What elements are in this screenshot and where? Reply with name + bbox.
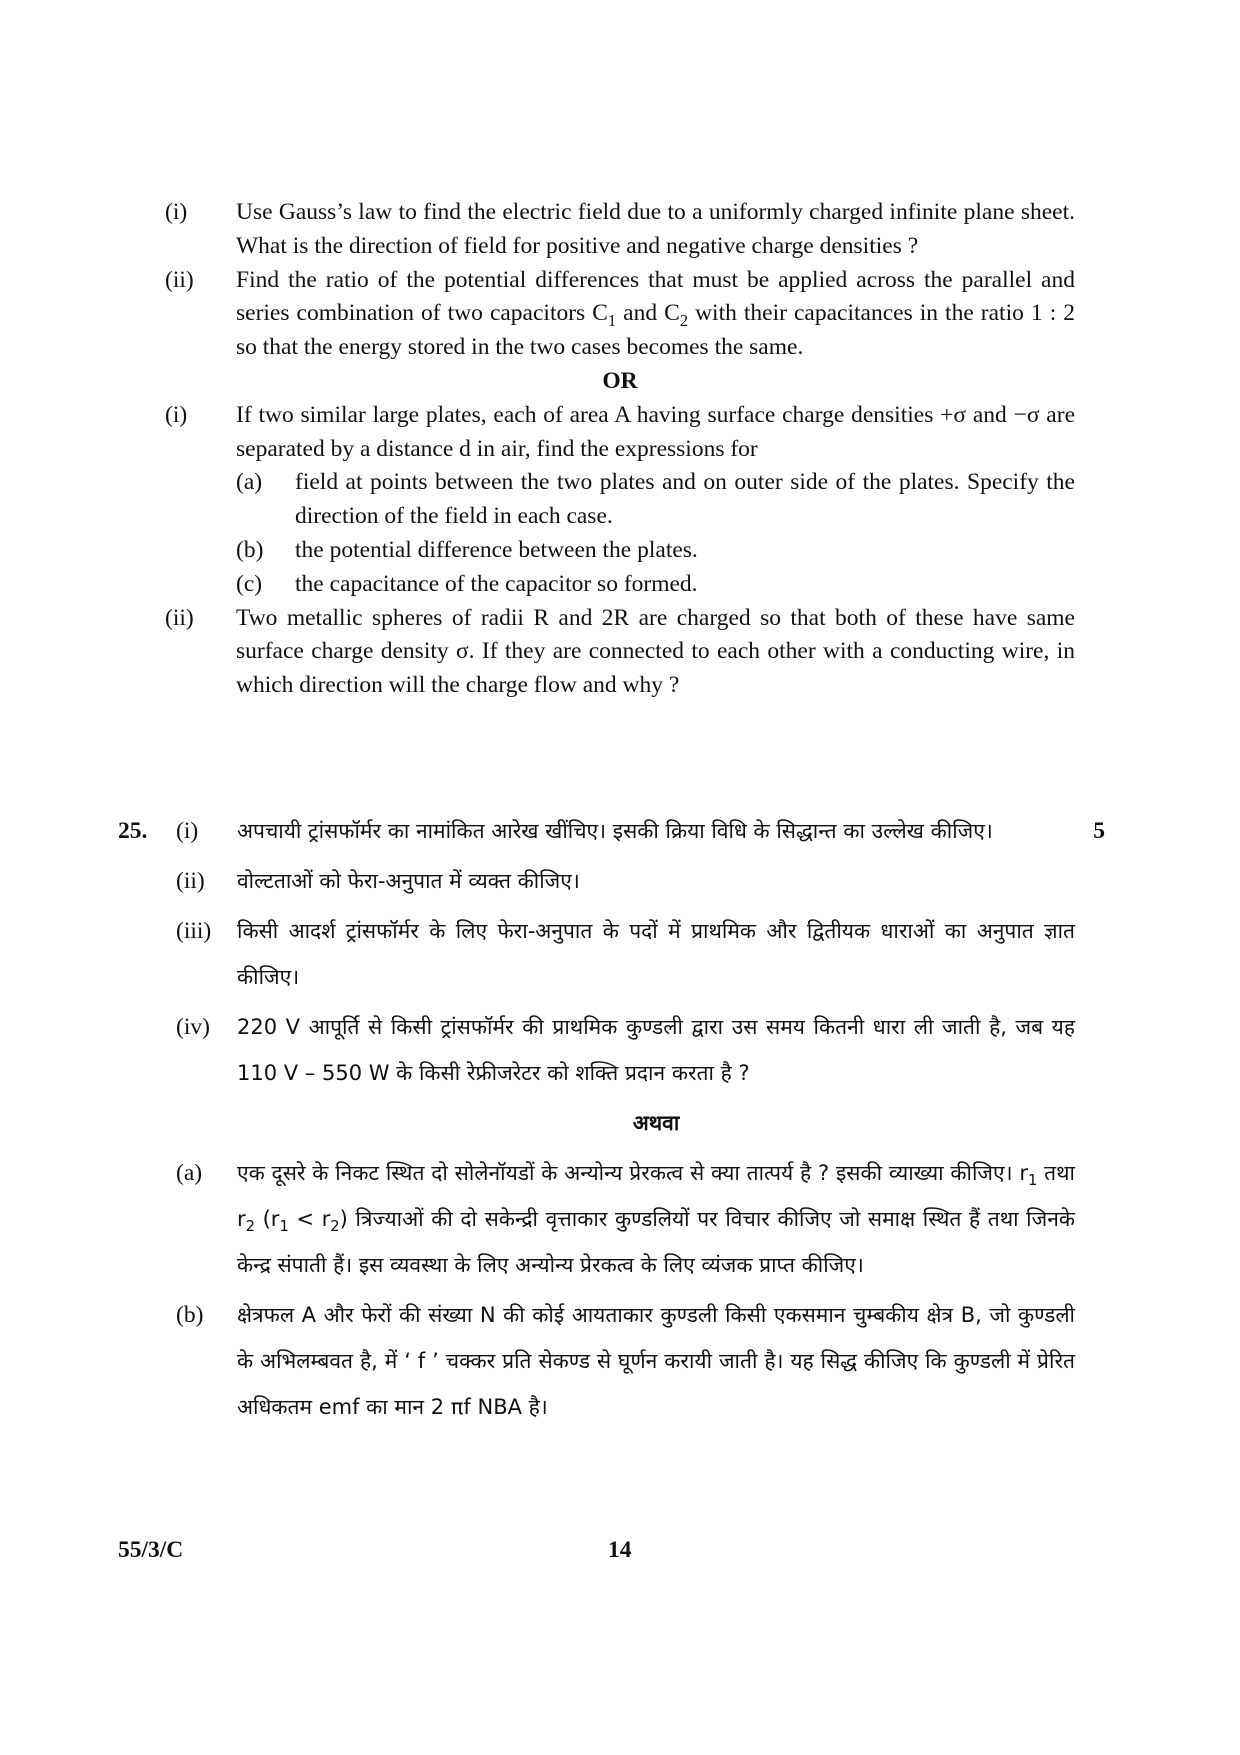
- item-text: field at points between the two plates and on outer side of the plates. Specify the direction of the field in each case.: [295, 469, 1075, 530]
- page-number: 14: [608, 1537, 632, 1563]
- hindi-item-iv: [118, 1004, 1075, 1096]
- question-number: 25.: [118, 818, 148, 844]
- item-text: वोल्टताओं को फेरा-अनुपात में व्यक्त कीजिए।: [237, 869, 580, 893]
- item-text: क्षेत्रफल A और फेरों की संख्या N की कोई आयताकार कुण्डली किसी एकसमान चुम्बकीय क्षेत्र B, जो कुण्डली के अभिलम्बवत है, में ‘ f ’ चक्कर प्रति सेकण्ड से घूर्णन करायी जाती है। यह सिद्ध कीजिए कि कुण्डली में प्रेरित अधिकतम emf का मान 2 πf NBA है।: [237, 1303, 1075, 1419]
- or-subpart-c: [165, 568, 1075, 602]
- item-text: Use Gauss’s law to find the electric field due to a uniformly charged infinite plane sheet. What is the direction of field for positive and negative charge densities ?: [236, 199, 1075, 259]
- item-label: (a): [236, 469, 263, 496]
- item-label: (b): [236, 536, 264, 563]
- item-text: the capacitance of the capacitor so formed.: [295, 570, 698, 597]
- hindi-item-b: [118, 1292, 1075, 1430]
- question-part-ii: [165, 264, 1075, 365]
- item-text: अपचायी ट्रांसफॉर्मर का नामांकित आरेख खींचिए। इसकी क्रिया विधि के सिद्धान्त का उल्लेख कीजिए।: [237, 819, 993, 843]
- or-part-ii: [165, 602, 1075, 703]
- item-label: (i): [176, 818, 199, 844]
- hindi-item-a: [118, 1150, 1075, 1288]
- hindi-item-i: [118, 808, 1105, 854]
- item-label: (ii): [176, 868, 205, 894]
- or-subpart-a: [165, 466, 1075, 534]
- item-label: (ii): [165, 266, 194, 293]
- item-label: (a): [176, 1160, 203, 1186]
- item-label: (c): [236, 570, 263, 597]
- or-subpart-b: [165, 534, 1075, 568]
- item-text: Find the ratio of the potential differences that must be applied across the parallel and series combination of two capacitors $C_1$ and $C_2$ with their capacitances in the ratio 1 : 2 so that the energy stored in the two cases becomes the same.: [236, 266, 1076, 361]
- item-text: If two similar large plates, each of area A having surface charge densities +σ and −σ are separated by a distance d in air, find the expressions for: [236, 401, 1075, 462]
- item-label: (b): [176, 1302, 204, 1328]
- item-label: (iv): [176, 1014, 210, 1040]
- question-part-i: [165, 196, 1075, 264]
- item-text: एक दूसरे के निकट स्थित दो सोलेनॉयडों के अन्योन्य प्रेरकत्व से क्या तात्पर्य है ? इसकी व्याख्या कीजिए। $r_1$ तथा $r_2$ $(r_1 < r_2)$ त्रिज्याओं की दो सकेन्द्री वृत्ताकार कुण्डलियों पर विचार कीजिए जो समाक्ष स्थित हैं तथा जिनके केन्द्र संपाती हैं। इस व्यवस्था के लिए अन्योन्य प्रेरकत्व के लिए व्यंजक प्राप्त कीजिए।: [237, 1161, 1075, 1277]
- hindi-item-ii: [118, 858, 1075, 904]
- item-label: (i): [165, 401, 188, 428]
- item-text: Two metallic spheres of radii R and 2R are charged so that both of these have same surface charge density σ. If they are connected to each other with a conducting wire, in which direction will the charge flow and why ?: [236, 604, 1075, 699]
- item-label: (iii): [176, 918, 212, 944]
- paper-code: 55/3/C: [118, 1537, 184, 1563]
- item-text: किसी आदर्श ट्रांसफॉर्मर के लिए फेरा-अनुपात के पदों में प्राथमिक और द्वितीयक धाराओं का अनुपात ज्ञात कीजिए।: [237, 919, 1075, 989]
- item-label: (ii): [165, 604, 194, 631]
- item-text: the potential difference between the plates.: [295, 536, 698, 563]
- item-text: 220 V आपूर्ति से किसी ट्रांसफॉर्मर की प्राथमिक कुण्डली द्वारा उस समय कितनी धारा ली जाती है, जब यह 110 V – 550 W के किसी रेफ्रीजरेटर को शक्ति प्रदान करता है ?: [237, 1015, 1075, 1085]
- or-part-i: [165, 399, 1075, 467]
- athva-separator: अथवा: [632, 1111, 680, 1135]
- or-separator: OR: [602, 367, 638, 394]
- english-section: [165, 196, 1075, 703]
- hindi-item-iii: [118, 908, 1075, 1000]
- item-label: (i): [165, 199, 188, 225]
- hindi-section: [118, 808, 1105, 1434]
- marks: 5: [1093, 818, 1105, 844]
